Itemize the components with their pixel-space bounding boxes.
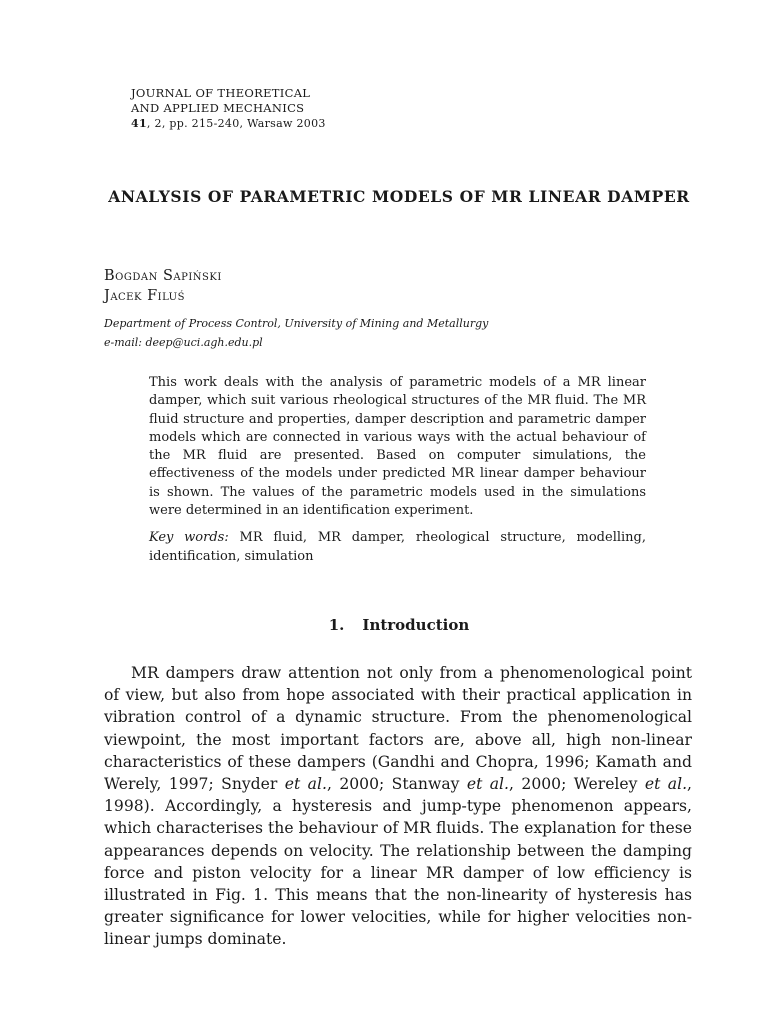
body-paragraph — [104, 662, 692, 951]
abstract — [149, 374, 646, 566]
journal-header — [131, 86, 326, 131]
keywords-label: Key words: — [149, 530, 229, 546]
abstract-text: This work deals with the analysis of parametric models of a MR linear damper, which suit various rheological structures of the MR fluid. The MR fluid structure and properties, damper description and parametric damper models which are connected in various ways with the actual behaviour of the MR fluid are presented. Based on computer simulations, the effectiveness of the models under predicted MR linear damper behaviour is shown. The values of the parametric models used in the simulations were determined in an identification experiment. — [149, 375, 646, 519]
journal-citation-rest: , 2, pp. 215-240, Warsaw 2003 — [146, 117, 326, 130]
affiliation-block — [104, 314, 488, 352]
text-run: , 1998). Accordingly, a hysteresis and jump-type phenomenon appears, which characterises the behaviour of MR fluids. The explanation for these appearances depends on velocity. The relationship between the damping force and piston velocity for a linear MR damper of low efficiency is illustrated in Fig. 1. This means that the non-linearity of hysteresis has greater significance for lower velocities, while for higher velocities non-linear jumps dominate. — [104, 775, 693, 949]
section-title: Introduction — [362, 616, 470, 634]
text-run-italic: et al. — [466, 775, 510, 794]
section-heading — [104, 616, 694, 634]
text-run: , 2000; Wereley — [509, 775, 645, 794]
email-address: e-mail: deep@uci.agh.edu.pl — [104, 336, 263, 349]
author-list — [104, 266, 222, 306]
author-name: Bogdan Sapiński — [104, 268, 222, 284]
journal-citation — [131, 116, 326, 131]
journal-name-line1: JOURNAL OF THEORETICAL — [131, 86, 311, 100]
journal-volume: 41 — [131, 117, 147, 130]
author-name: Jacek Filuś — [104, 288, 185, 304]
keywords-list: MR fluid, MR damper, rheological structure, modelling, identification, simulation — [149, 530, 647, 564]
journal-name-line2: AND APPLIED MECHANICS — [131, 101, 305, 115]
paper-title: ANALYSIS OF PARAMETRIC MODELS OF MR LINEAR DAMPER — [108, 187, 690, 206]
text-run: , 2000; Stanway — [326, 775, 467, 794]
text-run-italic: et al. — [284, 775, 327, 794]
section-number: 1. — [328, 616, 345, 634]
affiliation: Department of Process Control, University of Mining and Metallurgy — [104, 317, 489, 330]
text-run: MR dampers draw attention not only from a phenomenological point of view, but also from hope associated with their practical application in vibration control of a dynamic structure. From the phenomenological viewpoint, the most important factors are, above all, high non-linear characteristics of these dampers (Gandhi and Chopra, 1996; Kamath and Werely, 1997; Snyder — [104, 664, 692, 794]
text-run-italic: et al. — [644, 775, 688, 794]
paragraph-text — [104, 662, 692, 951]
keywords — [149, 529, 646, 566]
